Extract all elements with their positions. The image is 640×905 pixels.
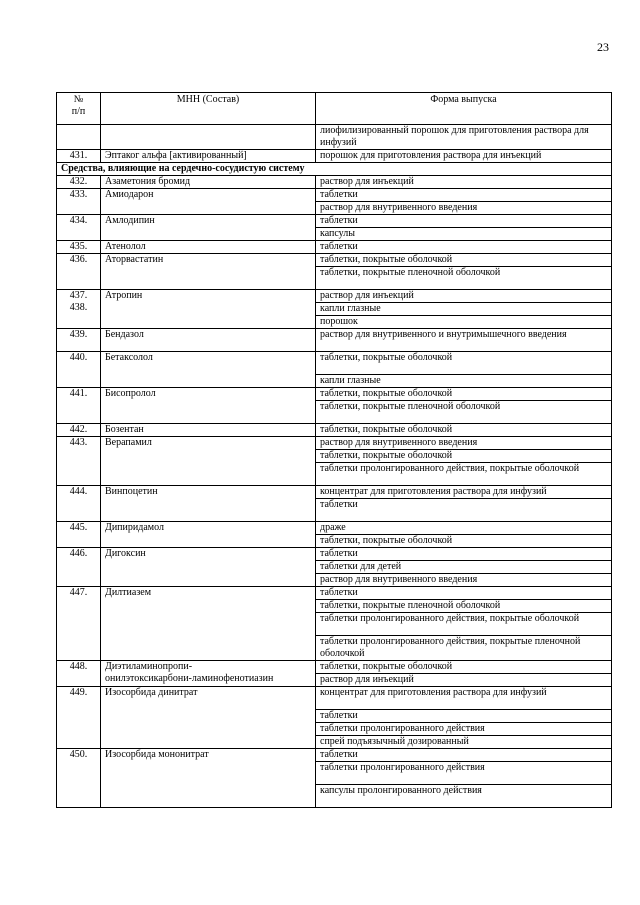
- table-row: [57, 290, 612, 303]
- section-row: [57, 163, 612, 176]
- header-number: № п/п: [57, 93, 101, 125]
- drug-name: Диэтиламинопропи- онилэтоксикарбони-ламинофенотиазин: [101, 661, 316, 687]
- release-form: таблетки, покрытые оболочкой: [316, 424, 612, 437]
- release-form: раствор для инъекций: [316, 674, 612, 687]
- row-number: 447.: [57, 587, 101, 661]
- release-form: таблетки, покрытые оболочкой: [316, 450, 612, 463]
- row-number: 434.: [57, 215, 101, 241]
- row-number: 433.: [57, 189, 101, 215]
- release-form: таблетки, покрытые оболочкой: [316, 388, 612, 401]
- drug-name: Азаметония бромид: [101, 176, 316, 189]
- table-row: [57, 388, 612, 401]
- row-number: 437. 438.: [57, 290, 101, 329]
- table-row: [57, 424, 612, 437]
- release-form: таблетки: [316, 710, 612, 723]
- table-row: [57, 486, 612, 499]
- release-form: таблетки: [316, 749, 612, 762]
- release-form: таблетки: [316, 189, 612, 202]
- row-number: 444.: [57, 486, 101, 522]
- row-number: 446.: [57, 548, 101, 587]
- header-form: Форма выпуска: [316, 93, 612, 125]
- release-form: концентрат для приготовления раствора для инфузий: [316, 486, 612, 499]
- release-form: капли глазные: [316, 375, 612, 388]
- release-form: таблетки для детей: [316, 561, 612, 574]
- release-form: порошок: [316, 316, 612, 329]
- drug-name: Эптаког альфа [активированный]: [101, 150, 316, 163]
- row-number: 440.: [57, 352, 101, 388]
- release-form: таблетки, покрытые оболочкой: [316, 661, 612, 674]
- row-number: [57, 125, 101, 150]
- section-title: Средства, влияющие на сердечно-сосудистую систему: [57, 163, 612, 176]
- row-number: 443.: [57, 437, 101, 486]
- table-body: [57, 125, 612, 808]
- row-number: 431.: [57, 150, 101, 163]
- row-number: 441.: [57, 388, 101, 424]
- row-number: 435.: [57, 241, 101, 254]
- release-form: таблетки, покрытые оболочкой: [316, 352, 612, 375]
- row-number: 450.: [57, 749, 101, 808]
- drug-name: Атенолол: [101, 241, 316, 254]
- row-number: 445.: [57, 522, 101, 548]
- drug-name: Винпоцетин: [101, 486, 316, 522]
- release-form: раствор для внутривенного и внутримышечного введения: [316, 329, 612, 352]
- release-form: капсулы: [316, 228, 612, 241]
- release-form: таблетки: [316, 215, 612, 228]
- page-number: 23: [597, 40, 609, 54]
- release-form: таблетки, покрытые оболочкой: [316, 535, 612, 548]
- table-row: [57, 587, 612, 600]
- row-number: 442.: [57, 424, 101, 437]
- release-form: спрей подъязычный дозированный: [316, 736, 612, 749]
- table-row: [57, 687, 612, 710]
- table-row: [57, 241, 612, 254]
- table-row: [57, 522, 612, 535]
- release-form: таблетки: [316, 499, 612, 522]
- release-form: капли глазные: [316, 303, 612, 316]
- release-form: таблетки: [316, 587, 612, 600]
- release-form: таблетки, покрытые пленочной оболочкой: [316, 600, 612, 613]
- drug-name: Дигоксин: [101, 548, 316, 587]
- release-form: драже: [316, 522, 612, 535]
- release-form: концентрат для приготовления раствора для инфузий: [316, 687, 612, 710]
- release-form: раствор для внутривенного введения: [316, 202, 612, 215]
- release-form: лиофилизированный порошок для приготовления раствора для инфузий: [316, 125, 612, 150]
- drug-name: Дипиридамол: [101, 522, 316, 548]
- drug-name: Атропин: [101, 290, 316, 329]
- table-row: [57, 548, 612, 561]
- release-form: раствор для инъекций: [316, 176, 612, 189]
- release-form: таблетки: [316, 548, 612, 561]
- table-row: [57, 661, 612, 674]
- table-row: [57, 125, 612, 150]
- release-form: таблетки пролонгированного действия: [316, 723, 612, 736]
- drug-name: Изосорбида мононитрат: [101, 749, 316, 808]
- drug-name: Амлодипин: [101, 215, 316, 241]
- table-row: [57, 150, 612, 163]
- table-header-row: [57, 93, 612, 125]
- release-form: раствор для инъекций: [316, 290, 612, 303]
- row-number: 436.: [57, 254, 101, 290]
- drug-name: Верапамил: [101, 437, 316, 486]
- drug-name: Бисопролол: [101, 388, 316, 424]
- drug-name: Дилтиазем: [101, 587, 316, 661]
- row-number: 439.: [57, 329, 101, 352]
- release-form: таблетки пролонгированного действия, покрытые оболочкой: [316, 463, 612, 486]
- table-row: [57, 254, 612, 267]
- table-row: [57, 352, 612, 375]
- table-row: [57, 437, 612, 450]
- release-form: таблетки пролонгированного действия, покрытые оболочкой: [316, 613, 612, 636]
- release-form: раствор для внутривенного введения: [316, 574, 612, 587]
- drug-name: Бозентан: [101, 424, 316, 437]
- drug-table: [56, 92, 612, 808]
- release-form: таблетки, покрытые пленочной оболочкой: [316, 401, 612, 424]
- row-number: 448.: [57, 661, 101, 687]
- table-row: [57, 749, 612, 762]
- drug-name: Бендазол: [101, 329, 316, 352]
- drug-name: Аторвастатин: [101, 254, 316, 290]
- row-number: 432.: [57, 176, 101, 189]
- release-form: раствор для внутривенного введения: [316, 437, 612, 450]
- table-row: [57, 215, 612, 228]
- release-form: капсулы пролонгированного действия: [316, 785, 612, 808]
- drug-name: [101, 125, 316, 150]
- drug-name: Изосорбида динитрат: [101, 687, 316, 749]
- drug-name: Амиодарон: [101, 189, 316, 215]
- release-form: таблетки, покрытые пленочной оболочкой: [316, 267, 612, 290]
- row-number: 449.: [57, 687, 101, 749]
- drug-name: Бетаксолол: [101, 352, 316, 388]
- table-row: [57, 189, 612, 202]
- release-form: порошок для приготовления раствора для инъекций: [316, 150, 612, 163]
- header-inn: МНН (Состав): [101, 93, 316, 125]
- release-form: таблетки, покрытые оболочкой: [316, 254, 612, 267]
- release-form: таблетки: [316, 241, 612, 254]
- table-row: [57, 176, 612, 189]
- table-row: [57, 329, 612, 352]
- release-form: таблетки пролонгированного действия, покрытые пленочной оболочкой: [316, 636, 612, 661]
- release-form: таблетки пролонгированного действия: [316, 762, 612, 785]
